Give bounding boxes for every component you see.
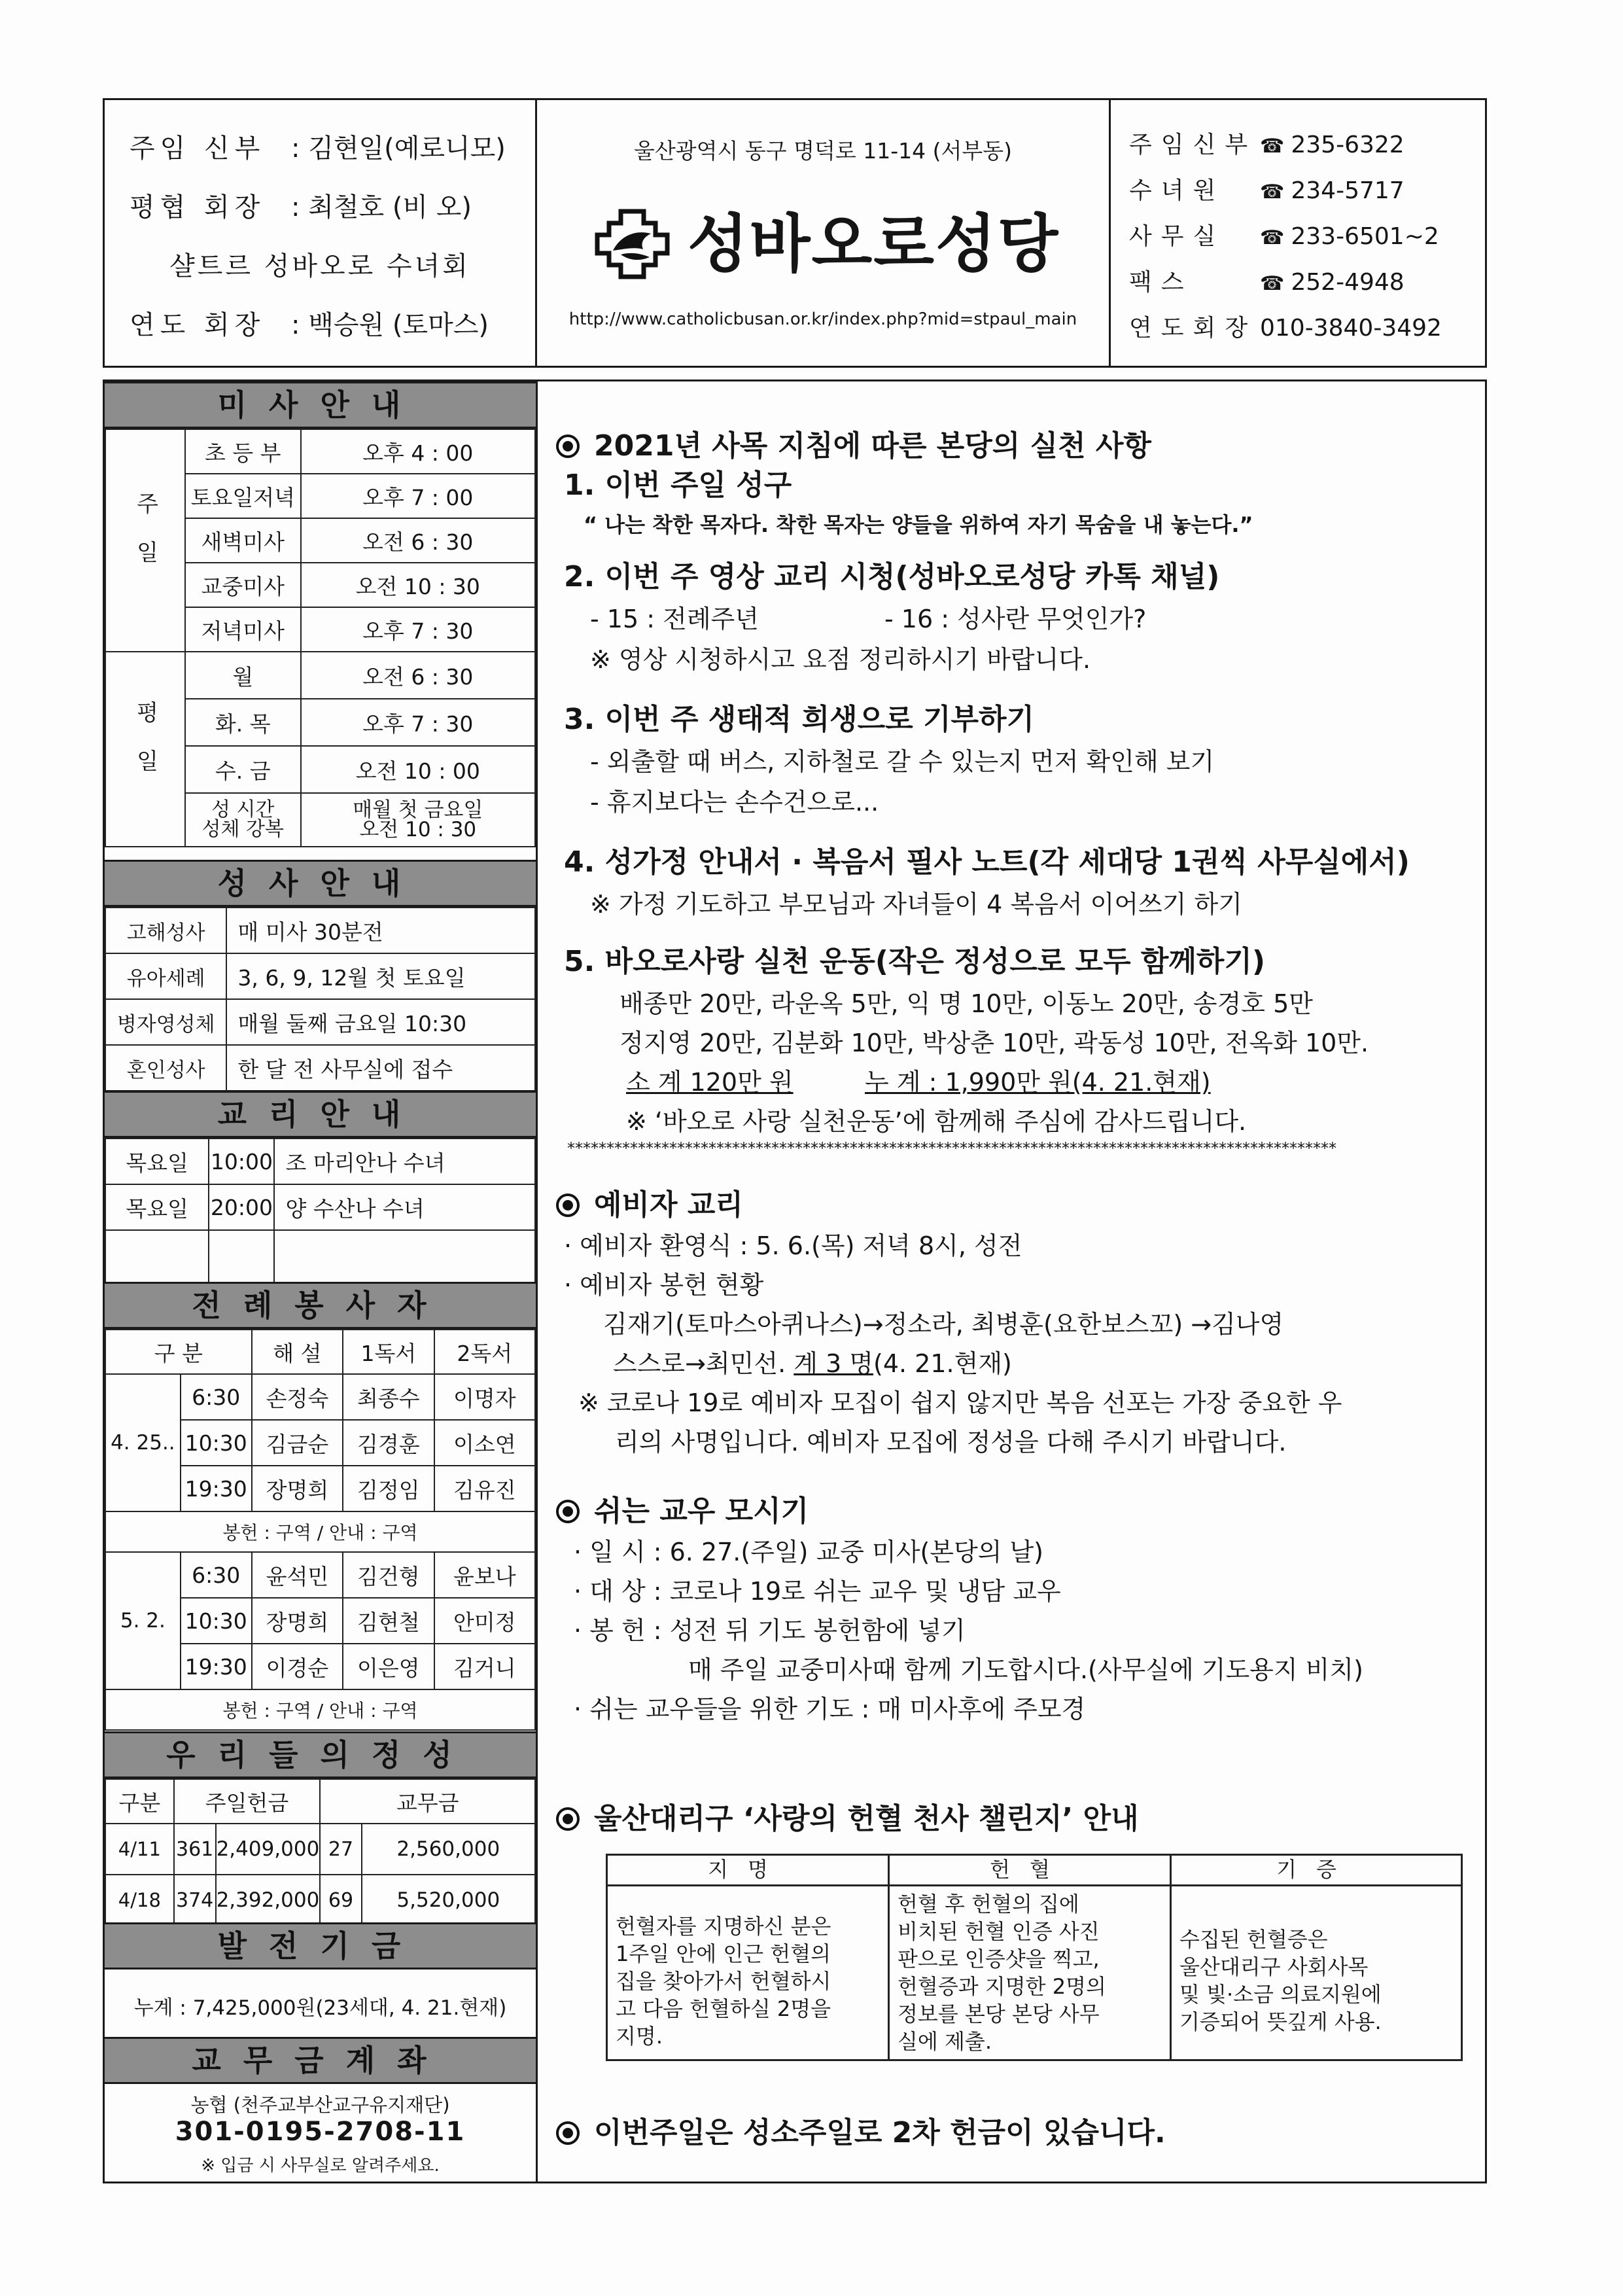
church-name: 성바오로성당	[688, 207, 1060, 281]
sacrament-section-title: 성사안내	[105, 860, 536, 907]
holy-hour-name-2: 성체 강복	[201, 818, 284, 841]
church-url[interactable]: http://www.catholicbusan.or.kr/index.php?mid=stpaul_main	[568, 309, 1077, 329]
contact-row	[1129, 309, 1442, 343]
section-bullet-icon	[556, 1193, 580, 1217]
catechumen-line2: · 예비자 봉헌 현황	[564, 1271, 764, 1299]
church-emblem-icon	[595, 209, 670, 279]
liturgy-reader-2: 김유진	[434, 1466, 535, 1511]
item5-donors-line1: 배종만 20만, 라운옥 5만, 익 명 10만, 이동노 20만, 송경호 5만	[620, 989, 1313, 1018]
liturgy-time: 6:30	[181, 1374, 252, 1420]
catechumen-line3: 김재기(토마스아퀴나스)→정소라, 최병훈(요한보스꼬) →김나영	[603, 1310, 1284, 1339]
divider-stars: **************************************************************************************************	[567, 1139, 1336, 1157]
sacrament-name: 혼인성사	[105, 1045, 226, 1091]
lapsed-line3: · 봉 헌 : 성전 뒤 기도 봉헌함에 넣기	[574, 1616, 966, 1645]
item5-subtotal: 소 계 120만 원	[626, 1068, 794, 1097]
blood-text-line: 지명.	[616, 2024, 663, 2049]
offering-date: 4/11	[105, 1824, 174, 1875]
liturgy-time: 6:30	[181, 1552, 252, 1598]
offering-sunday-count: 374	[174, 1875, 216, 1926]
section-blood-title: 울산대리구 ‘사랑의 헌혈 천사 챌린지’ 안내	[594, 1802, 1139, 1835]
blood-col-nominate	[607, 1886, 889, 2060]
liturgy-header: 해 설	[252, 1330, 343, 1374]
pastor-value: : 김현일(예로니모)	[291, 133, 506, 164]
mass-name: 화. 목	[185, 699, 301, 746]
catechumen-line6: 리의 사명입니다. 예비자 모집에 정성을 다해 주시기 바랍니다.	[615, 1428, 1287, 1457]
weekday-label	[105, 652, 185, 847]
liturgy-note-row	[105, 1689, 535, 1730]
blood-text-line: 헌혈증과 지명한 2명의	[898, 1974, 1106, 1999]
header-contacts-panel	[1111, 98, 1487, 368]
holy-hour-time-2: 오전 10 : 30	[359, 818, 477, 841]
offering-table	[105, 1778, 536, 1926]
section-vocation-title: 이번주일은 성소주일로 2차 헌금이 있습니다.	[594, 2116, 1166, 2149]
contact-label: 주임신부	[1129, 132, 1257, 158]
blood-text-line: 실에 제출.	[898, 2029, 992, 2054]
liturgy-date: 5. 2.	[105, 1552, 181, 1689]
mass-time: 오전 10 : 30	[301, 563, 535, 607]
sacrament-value: 한 달 전 사무실에 접수	[226, 1045, 535, 1091]
catechism-empty-row	[105, 1230, 535, 1284]
item5-title: 5. 바오로사랑 실천 운동(작은 정성으로 모두 함께하기)	[564, 945, 1266, 978]
offering-row	[105, 1875, 535, 1926]
mass-name: 월	[185, 652, 301, 699]
section-lapsed-title: 쉬는 교우 모시기	[594, 1494, 809, 1528]
phone-icon: ☎	[1260, 272, 1285, 295]
section-vocation-heading	[556, 2109, 1166, 2151]
blood-text-line: 비치된 헌혈 인증 사진	[898, 1919, 1100, 1944]
offering-dues-amount: 2,560,000	[362, 1824, 535, 1875]
church-address: 울산광역시 동구 명덕로 11-14 (서부동)	[633, 138, 1012, 164]
item2-topic-16: - 16 : 성사란 무엇인가?	[884, 605, 1147, 633]
offering-header-row	[105, 1779, 535, 1824]
contact-label: 팩스	[1129, 269, 1193, 296]
contact-label: 사무실	[1129, 223, 1225, 250]
sacrament-value: 매월 둘째 금요일 10:30	[226, 999, 535, 1045]
offering-header: 구분	[105, 1779, 174, 1824]
sunday-label	[105, 429, 185, 652]
catechumen-line4-c: (4. 21.현재)	[873, 1349, 1012, 1378]
catechumen-line4-a: 스스로→최민선.	[613, 1349, 786, 1378]
offering-dues-count: 27	[320, 1824, 361, 1875]
fund-section-title: 발전기금	[105, 1922, 536, 1969]
catechism-teacher: 조 마리안나 수녀	[274, 1139, 535, 1184]
empty-cell	[209, 1230, 274, 1284]
liturgy-note: 봉헌 : 구역 / 안내 : 구역	[105, 1511, 535, 1552]
offering-section-title: 우리들의정성	[105, 1731, 536, 1778]
liturgy-time: 10:30	[181, 1598, 252, 1644]
contact-label: 연도회장	[1129, 315, 1257, 342]
liturgy-commentator: 장명희	[252, 1598, 343, 1644]
liturgy-table	[105, 1329, 536, 1731]
liturgy-commentator: 김금순	[252, 1420, 343, 1466]
liturgy-reader-2: 이소연	[434, 1420, 535, 1466]
section-catechumen-heading	[556, 1181, 743, 1223]
catechism-section-title: 교리안내	[105, 1091, 536, 1138]
liturgy-reader-1: 김정임	[343, 1466, 434, 1511]
sacrament-row	[105, 953, 535, 999]
blood-text-line: 헌혈 후 헌혈의 집에	[898, 1892, 1079, 1916]
mass-time: 오전 6 : 30	[301, 518, 535, 563]
catechism-day: 목요일	[105, 1184, 209, 1230]
liturgy-time: 19:30	[181, 1644, 252, 1689]
mass-time: 오후 7 : 30	[301, 607, 535, 652]
yeondo-label: 연도 회장	[130, 310, 266, 340]
blood-header-donate: 헌혈	[889, 1855, 1171, 1886]
phone-icon: ☎	[1260, 135, 1285, 158]
blood-text-line: 헌혈자를 지명하신 분은	[616, 1914, 831, 1939]
liturgy-section-title: 전례봉사자	[105, 1282, 536, 1329]
contact-row	[1129, 172, 1405, 205]
contact-value: 234-5717	[1291, 177, 1405, 204]
account-number: 301-0195-2708-11	[175, 2117, 466, 2147]
holy-hour-time	[301, 793, 535, 847]
item1-quote: “ 나는 착한 목자다. 착한 목자는 양들을 위하여 자기 목숨을 내 놓는다.”	[584, 512, 1253, 537]
blood-text-line: 고 다음 헌혈하실 2명을	[616, 1996, 831, 2021]
item2-title: 2. 이번 주 영상 교리 시청(성바오로성당 카톡 채널)	[564, 560, 1220, 593]
sacrament-value: 3, 6, 9, 12월 첫 토요일	[226, 953, 535, 999]
phone-icon: ☎	[1260, 226, 1285, 249]
sacrament-row	[105, 1045, 535, 1091]
contact-row	[1129, 218, 1439, 251]
liturgy-header-row	[105, 1330, 535, 1374]
blood-header-give: 기증	[1171, 1855, 1462, 1886]
lapsed-line5: · 쉬는 교우들을 위한 기도 : 매 미사후에 주모경	[574, 1695, 1086, 1723]
blood-text-line: 기증되어 뜻깊게 사용.	[1179, 2009, 1382, 2034]
offering-sunday-amount: 2,392,000	[216, 1875, 321, 1926]
liturgy-reader-1: 김경훈	[343, 1420, 434, 1466]
empty-cell	[274, 1230, 535, 1284]
mass-row-weekday	[105, 652, 535, 699]
blood-text-line: 집을 찾아가서 헌혈하시	[616, 1969, 831, 1994]
catechumen-line5: ※ 코로나 19로 예비자 모집이 쉽지 않지만 복음 선포는 가장 중요한 우	[578, 1388, 1342, 1417]
section-blood-heading	[556, 1795, 1139, 1837]
item3-title: 3. 이번 주 생태적 희생으로 기부하기	[564, 703, 1034, 736]
liturgy-commentator: 손정숙	[252, 1374, 343, 1420]
mass-name: 토요일저녁	[185, 474, 301, 518]
sacrament-row	[105, 908, 535, 953]
section-pastoral-title: 2021년 사목 지침에 따른 본당의 실천 사항	[594, 429, 1151, 463]
catechism-time: 10:00	[209, 1139, 274, 1184]
main-notice-column	[538, 380, 1487, 2183]
liturgy-reader-2: 김거니	[434, 1644, 535, 1689]
lapsed-line1: · 일 시 : 6. 27.(주일) 교중 미사(본당의 날)	[574, 1538, 1044, 1566]
liturgy-commentator: 이경순	[252, 1644, 343, 1689]
liturgy-note: 봉헌 : 구역 / 안내 : 구역	[105, 1689, 535, 1730]
contact-value: 235-6322	[1291, 132, 1405, 158]
account-section-title: 교무금계좌	[105, 2037, 536, 2084]
catechism-row	[105, 1139, 535, 1184]
liturgy-row	[105, 1374, 535, 1420]
item4-title: 4. 성가정 안내서 · 복음서 필사 노트(각 세대당 1권씩 사무실에서)	[564, 845, 1410, 879]
item2-note: ※ 영상 시청하시고 요점 정리하시기 바랍니다.	[590, 645, 1091, 674]
sisters-name: 샬트르 성바오로 수녀회	[169, 251, 470, 281]
fund-total: 누계 : 7,425,000원(23세대, 4. 21.현재)	[133, 1996, 507, 2020]
mass-name: 초 등 부	[185, 429, 301, 474]
item3-line2: - 휴지보다는 손수건으로...	[590, 788, 879, 817]
blood-text-line: 1주일 안에 인근 헌혈의	[616, 1941, 831, 1966]
section-bullet-icon	[556, 1807, 580, 1831]
mass-name: 수. 금	[185, 746, 301, 793]
blood-text-line: 판으로 인증샷을 찍고,	[898, 1947, 1100, 1971]
catechism-day: 목요일	[105, 1139, 209, 1184]
sacrament-row	[105, 999, 535, 1045]
offering-date: 4/18	[105, 1875, 174, 1926]
mass-row-sunday	[105, 429, 535, 474]
mass-time: 오후 7 : 00	[301, 474, 535, 518]
mass-time: 오전 10 : 00	[301, 746, 535, 793]
mass-schedule-table	[105, 429, 536, 847]
liturgy-reader-1: 최종수	[343, 1374, 434, 1420]
item5-donors-line2: 정지영 20만, 김분화 10만, 박상춘 10만, 곽동성 10만, 전옥화 10만.	[620, 1029, 1369, 1057]
offering-row	[105, 1824, 535, 1875]
contact-value: 252-4948	[1291, 269, 1405, 296]
sacrament-value: 매 미사 30분전	[226, 908, 535, 953]
pastor-label: 주임 신부	[130, 133, 266, 164]
liturgy-header: 1독서	[343, 1330, 434, 1374]
item2-topic-15: - 15 : 전례주년	[590, 605, 759, 633]
blood-header-nominate: 지명	[607, 1855, 889, 1886]
blood-text-line: 정보를 본당 본당 사무	[898, 2002, 1100, 2026]
section-bullet-icon	[556, 2121, 580, 2145]
blood-text-line: 울산대리구 사회사목	[1179, 1954, 1369, 1979]
council-label: 평협 회장	[130, 192, 266, 222]
phone-icon: ☎	[1260, 181, 1285, 203]
empty-cell	[105, 1230, 209, 1284]
weekday-label-text: 평일	[132, 701, 158, 798]
offering-sunday-amount: 2,409,000	[216, 1824, 321, 1875]
mass-time: 오후 4 : 00	[301, 429, 535, 474]
liturgy-date: 4. 25..	[105, 1374, 181, 1511]
liturgy-header: 2독서	[434, 1330, 535, 1374]
church-logo	[563, 205, 1093, 283]
section-pastoral-heading	[556, 422, 1151, 464]
offering-header: 교무금	[320, 1779, 535, 1824]
holy-hour-name-1: 성 시간	[211, 798, 275, 821]
blood-text-line: 및 빛·소금 의료지원에	[1179, 1982, 1382, 2007]
liturgy-reader-1: 김현철	[343, 1598, 434, 1644]
liturgy-commentator: 장명희	[252, 1466, 343, 1511]
sunday-label-text: 주일	[132, 492, 158, 589]
catechism-table	[105, 1138, 536, 1284]
liturgy-row	[105, 1552, 535, 1598]
sacrament-name: 고해성사	[105, 908, 226, 953]
liturgy-reader-1: 김건형	[343, 1552, 434, 1598]
item1-title: 1. 이번 주일 성구	[564, 468, 792, 502]
yeondo-value: : 백승원 (토마스)	[291, 310, 489, 340]
contact-row	[1129, 264, 1405, 297]
catechism-teacher: 양 수산나 수녀	[274, 1184, 535, 1230]
contact-value: 010-3840-3492	[1260, 315, 1442, 342]
lapsed-line2: · 대 상 : 코로나 19로 쉬는 교우 및 냉담 교우	[574, 1577, 1061, 1606]
item3-line1: - 외출할 때 버스, 지하철로 갈 수 있는지 먼저 확인해 보기	[590, 747, 1215, 776]
liturgy-header: 구 분	[105, 1330, 252, 1374]
mass-section-title: 미사안내	[105, 381, 536, 429]
offering-header: 주일헌금	[174, 1779, 321, 1824]
holy-hour-time-1: 매월 첫 금요일	[353, 798, 483, 822]
left-info-column	[103, 380, 538, 2183]
contact-label: 수녀원	[1129, 177, 1225, 204]
mass-time: 오전 6 : 30	[301, 652, 535, 699]
liturgy-note-row	[105, 1511, 535, 1552]
catechumen-count: 계 3 명	[794, 1349, 874, 1378]
mass-time: 오후 7 : 30	[301, 699, 535, 746]
catechumen-line1: · 예비자 환영식 : 5. 6.(목) 저녁 8시, 성전	[564, 1231, 1022, 1260]
section-bullet-icon	[556, 434, 580, 458]
mass-name: 저녁미사	[185, 607, 301, 652]
blood-col-give	[1171, 1886, 1462, 2060]
blood-text-line: 수집된 헌혈증은	[1179, 1927, 1328, 1952]
catechumen-line4	[613, 1343, 1012, 1379]
catechism-row	[105, 1184, 535, 1230]
holy-hour-name	[185, 793, 301, 847]
council-value: : 최철호 (비 오)	[291, 192, 472, 222]
liturgy-time: 10:30	[181, 1420, 252, 1466]
liturgy-reader-2: 이명자	[434, 1374, 535, 1420]
offering-dues-amount: 5,520,000	[362, 1875, 535, 1926]
catechism-time: 20:00	[209, 1184, 274, 1230]
offering-dues-count: 69	[320, 1875, 361, 1926]
liturgy-commentator: 윤석민	[252, 1552, 343, 1598]
mass-name: 새벽미사	[185, 518, 301, 563]
sacrament-name: 병자영성체	[105, 999, 226, 1045]
item4-line1: ※ 가정 기도하고 부모님과 자녀들이 4 복음서 이어쓰기 하기	[590, 890, 1242, 919]
sacrament-table	[105, 907, 536, 1091]
mass-name: 교중미사	[185, 563, 301, 607]
liturgy-reader-2: 윤보나	[434, 1552, 535, 1598]
header-center-panel	[535, 98, 1111, 368]
item5-total: 누 계 : 1,990만 원(4. 21.현재)	[865, 1068, 1211, 1097]
offering-sunday-count: 361	[174, 1824, 216, 1875]
liturgy-reader-1: 이은영	[343, 1644, 434, 1689]
lapsed-line4: 매 주일 교중미사때 함께 기도합시다.(사무실에 기도용지 비치)	[688, 1655, 1363, 1684]
liturgy-time: 19:30	[181, 1466, 252, 1511]
blood-col-donate	[889, 1886, 1171, 2060]
section-lapsed-heading	[556, 1487, 809, 1529]
header-left-panel	[103, 98, 535, 368]
account-bank: 농협 (천주교부산교구유지재단)	[190, 2094, 450, 2116]
sacrament-name: 유아세례	[105, 953, 226, 999]
blood-donation-table	[606, 1854, 1463, 2061]
section-bullet-icon	[556, 1500, 580, 1523]
contact-value: 233-6501~2	[1291, 223, 1439, 250]
item5-thanks: ※ ‘바오로 사랑 실천운동’에 함께해 주심에 감사드립니다.	[626, 1107, 1247, 1136]
liturgy-reader-2: 안미정	[434, 1598, 535, 1644]
section-catechumen-title: 예비자 교리	[594, 1188, 743, 1222]
account-note: ※ 입금 시 사무실로 알려주세요.	[201, 2156, 440, 2176]
contact-row	[1129, 126, 1405, 160]
